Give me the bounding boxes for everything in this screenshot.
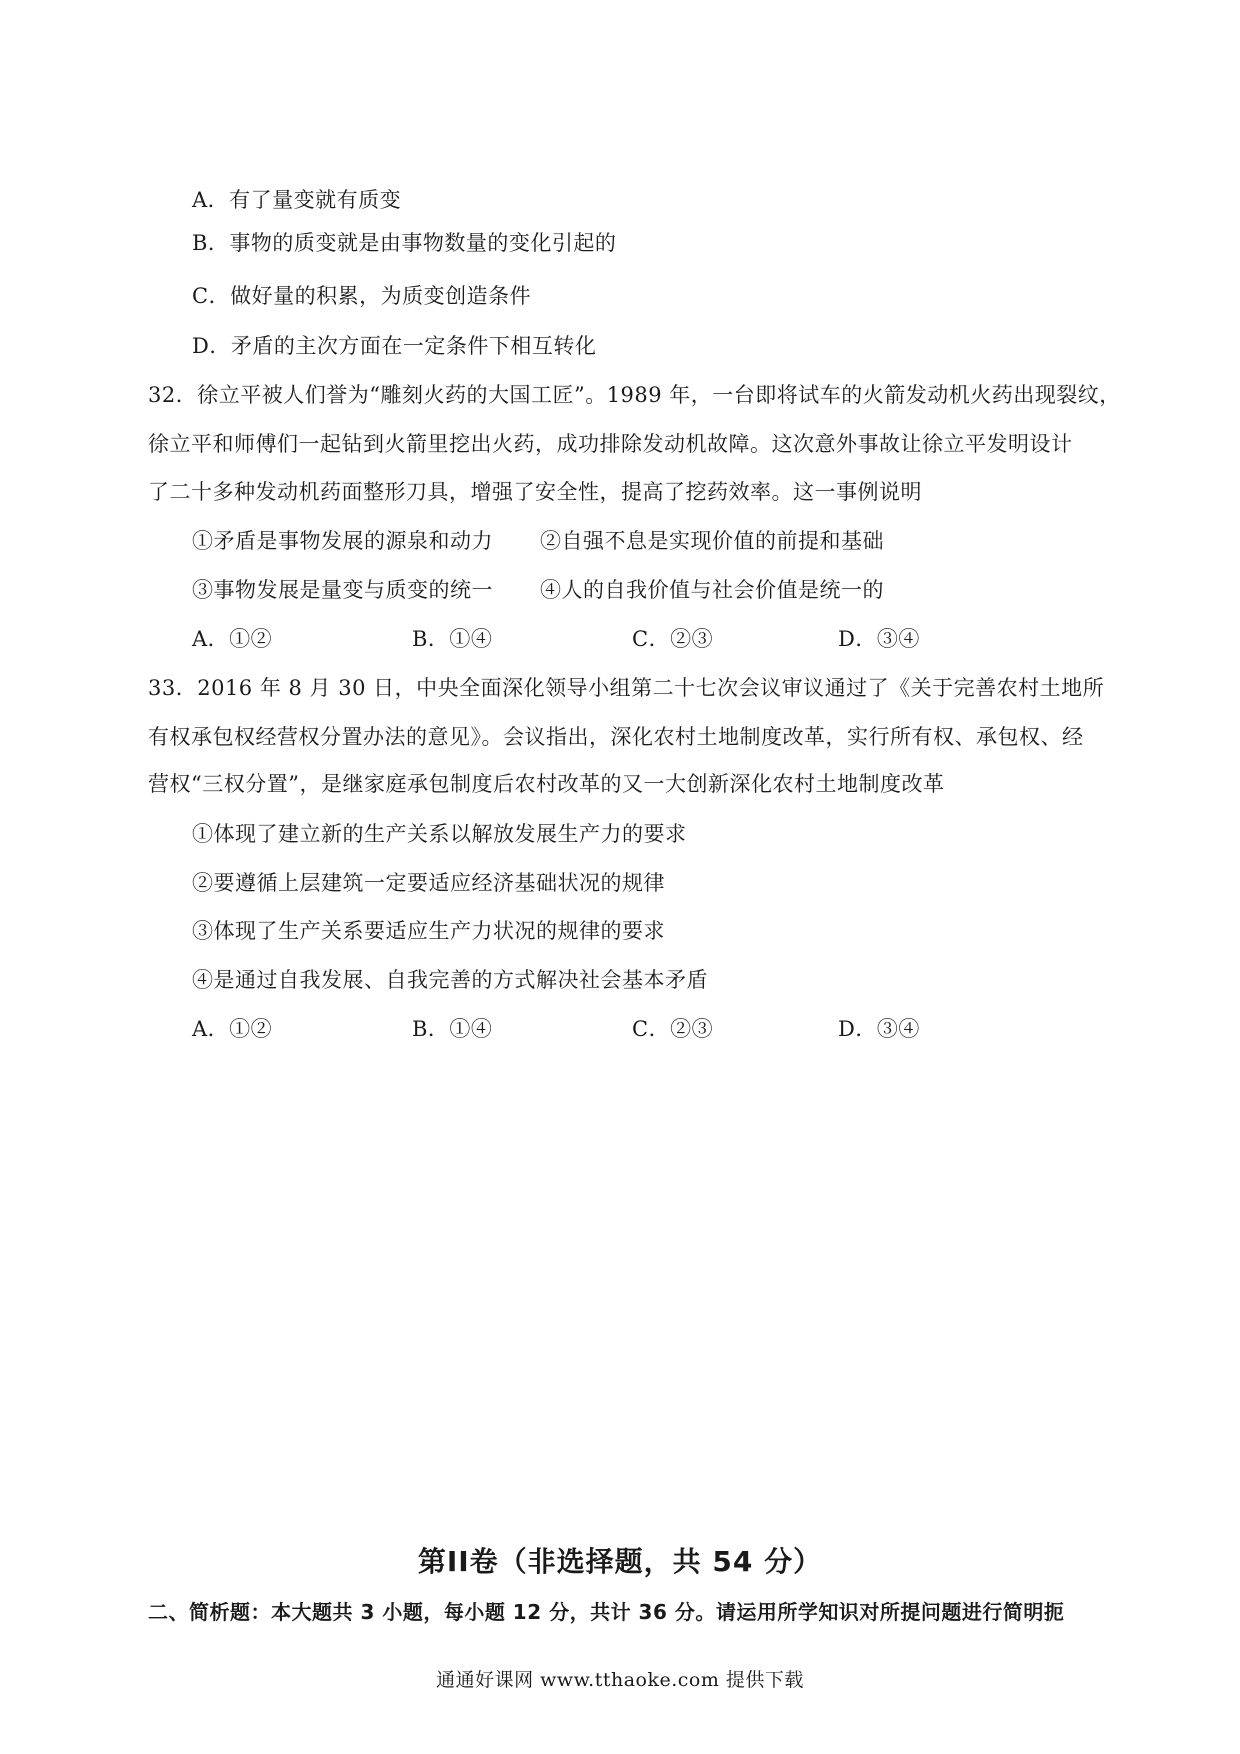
q33-stem-line: 有权承包权经营权分置办法的意见》。会议指出，深化农村土地制度改革，实行所有权、承包权、经 bbox=[148, 725, 1084, 749]
q32-item-1: ①矛盾是事物发展的源泉和动力 bbox=[192, 529, 493, 553]
q32-item-4: ④人的自我价值与社会价值是统一的 bbox=[540, 578, 884, 602]
q33-item-2: ②要遵循上层建筑一定要适应经济基础状况的规律 bbox=[192, 871, 665, 895]
q33-item-3: ③体现了生产关系要适应生产力状况的规律的要求 bbox=[192, 919, 665, 943]
q32-choice-b: B．①④ bbox=[412, 627, 493, 651]
q33-choice-b: B．①④ bbox=[412, 1017, 493, 1041]
q32-choice-c: C．②③ bbox=[632, 627, 714, 651]
q33-choice-a: A．①② bbox=[192, 1017, 273, 1041]
q33-item-4: ④是通过自我发展、自我完善的方式解决社会基本矛盾 bbox=[192, 968, 708, 992]
q32-choice-d: D．③④ bbox=[838, 627, 920, 651]
q33-stem-line: 33．2016 年 8 月 30 日，中央全面深化领导小组第二十七次会议审议通过了《关于完善农村土地所 bbox=[148, 676, 1105, 700]
q32-item-2: ②自强不息是实现价值的前提和基础 bbox=[540, 529, 884, 553]
q31-option-a: A．有了量变就有质变 bbox=[192, 188, 402, 212]
q33-choice-d: D．③④ bbox=[838, 1017, 920, 1041]
q32-choice-a: A．①② bbox=[192, 627, 273, 651]
q33-item-1: ①体现了建立新的生产关系以解放发展生产力的要求 bbox=[192, 822, 687, 846]
page-footer: 通通好课网 www.tthaoke.com 提供下载 bbox=[436, 1669, 804, 1691]
q32-item-3: ③事物发展是量变与质变的统一 bbox=[192, 578, 493, 602]
part-two-title: 第II卷（非选择题，共 54 分） bbox=[417, 1545, 823, 1578]
q33-choice-c: C．②③ bbox=[632, 1017, 714, 1041]
q32-stem-line: 32．徐立平被人们誉为“雕刻火药的大国工匠”。1989 年，一台即将试车的火箭发动机火药出现裂纹， bbox=[148, 383, 1121, 407]
q32-stem-line: 了二十多种发动机药面整形刀具，增强了安全性，提高了挖药效率。这一事例说明 bbox=[148, 480, 922, 504]
q31-option-d: D．矛盾的主次方面在一定条件下相互转化 bbox=[192, 334, 597, 358]
q31-option-c: C．做好量的积累，为质变创造条件 bbox=[192, 284, 532, 308]
section-two-heading: 二、简析题：本大题共 3 小题，每小题 12 分，共计 36 分。请运用所学知识对所提问题进行简明扼 bbox=[148, 1600, 1065, 1624]
q31-option-b: B．事物的质变就是由事物数量的变化引起的 bbox=[192, 231, 617, 255]
q33-stem-line: 营权“三权分置”，是继家庭承包制度后农村改革的又一大创新深化农村土地制度改革 bbox=[148, 772, 945, 796]
q32-stem-line: 徐立平和师傅们一起钻到火箭里挖出火药，成功排除发动机故障。这次意外事故让徐立平发明设计 bbox=[148, 432, 1073, 456]
